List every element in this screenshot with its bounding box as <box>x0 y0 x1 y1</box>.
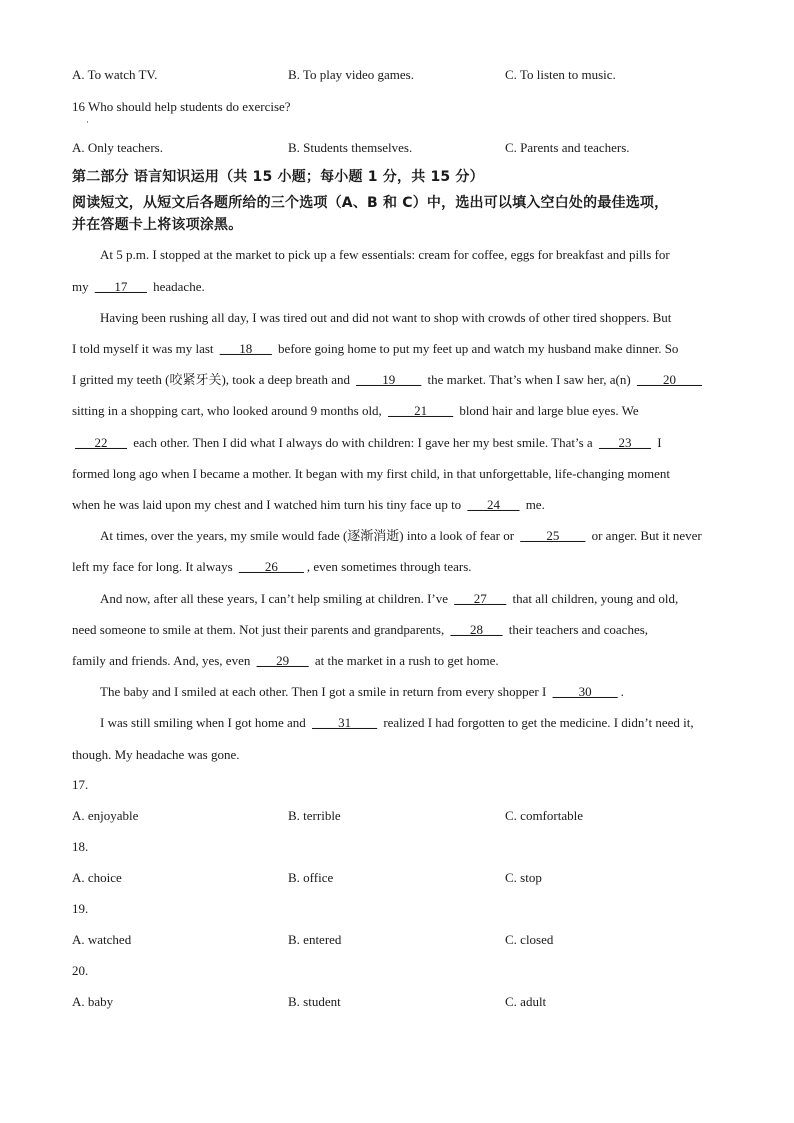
passage-p5-line1 <box>100 682 724 702</box>
q18-options <box>72 870 722 890</box>
text: realized I had forgotten to get the medicine. I didn’t need it, <box>380 715 694 730</box>
q15-option-a[interactable]: A. To watch TV. <box>72 67 158 82</box>
q17-number: 17. <box>72 777 89 792</box>
q19-option-b[interactable]: B. entered <box>288 932 342 947</box>
section2-instruction-2: 并在答题卡上将该项涂黑。 <box>72 217 243 233</box>
text: the market. That’s when I saw her, a(n) <box>424 372 634 387</box>
q18-number: 18. <box>72 839 89 854</box>
passage-p2-line6: formed long ago when I became a mother. It began with my first child, in that unforgettable, life-changing moment <box>72 466 670 481</box>
q15-options <box>72 67 722 87</box>
q17-option-c[interactable]: C. comfortable <box>505 808 583 823</box>
passage-p4-line1 <box>100 589 724 609</box>
q20-option-b[interactable]: B. student <box>288 994 341 1009</box>
text: need someone to smile at them. Not just their parents and grandparents, <box>72 622 448 637</box>
text: The baby and I smiled at each other. Then I got a smile in return from every shopper I <box>100 684 550 699</box>
blank-25: ____25____ <box>520 528 586 543</box>
q16-options <box>72 140 722 160</box>
text: their teachers and coaches, <box>505 622 649 637</box>
text: At times, over the years, my smile would fade (逐渐消逝) into a look of fear or <box>100 528 518 543</box>
section2-title: 第二部分 语言知识运用（共 15 小题；每小题 1 分，共 15 分） <box>72 169 484 185</box>
passage-p3-line1 <box>100 526 724 546</box>
blank-18: ___18___ <box>219 341 272 356</box>
text: at the market in a rush to get home. <box>311 653 499 668</box>
text: family and friends. And, yes, even <box>72 653 254 668</box>
blank-21: ____21____ <box>388 403 454 418</box>
q18-option-b[interactable]: B. office <box>288 870 334 885</box>
blank-30: ____30____ <box>552 684 618 699</box>
passage-p2-line4 <box>72 401 724 421</box>
q17-option-a[interactable]: A. enjoyable <box>72 808 139 823</box>
text: . <box>620 684 624 699</box>
q15-option-b[interactable]: B. To play video games. <box>288 67 414 82</box>
blank-26: ____26____ <box>238 559 304 574</box>
text: And now, after all these years, I can’t help smiling at children. I’ve <box>100 591 452 606</box>
q16-question: 16 Who should help students do exercise? <box>72 99 291 114</box>
text: or anger. But it never <box>588 528 702 543</box>
text: before going home to put my feet up and watch my husband make dinner. So <box>274 341 679 356</box>
text: sitting in a shopping cart, who looked around 9 months old, <box>72 403 386 418</box>
section2-instruction-1: 阅读短文，从短文后各题所给的三个选项（A、B 和 C）中，选出可以填入空白处的最佳选项， <box>72 195 669 211</box>
text: headache. <box>149 279 205 294</box>
text: my <box>72 279 92 294</box>
q16-option-b[interactable]: B. Students themselves. <box>288 140 413 155</box>
q20-option-c[interactable]: C. adult <box>505 994 547 1009</box>
q15-option-c[interactable]: C. To listen to music. <box>505 67 616 82</box>
passage-p2-line2 <box>72 339 724 359</box>
q18-option-c[interactable]: C. stop <box>505 870 542 885</box>
text: I was still smiling when I got home and <box>100 715 310 730</box>
blank-22: ___22___ <box>75 435 127 450</box>
q18-option-a[interactable]: A. choice <box>72 870 122 885</box>
passage-p1-line1: At 5 p.m. I stopped at the market to pick up a few essentials: cream for coffee, eggs for breakfast and pills for <box>100 247 670 262</box>
passage-p2-line1: Having been rushing all day, I was tired out and did not want to shop with crowds of other tired shoppers. But <box>100 310 672 325</box>
blank-24: ___24___ <box>467 497 520 512</box>
passage-p6-line2: though. My headache was gone. <box>72 747 240 762</box>
passage-p3-line2 <box>72 557 724 577</box>
q16-option-c[interactable]: C. Parents and teachers. <box>505 140 630 155</box>
passage-p4-line3 <box>72 651 724 671</box>
q19-options <box>72 932 722 952</box>
blank-27: ___27___ <box>454 591 507 606</box>
blank-20: ____20____ <box>636 372 702 387</box>
q19-number: 19. <box>72 901 89 916</box>
passage-p1-line2 <box>72 277 724 297</box>
q17-option-b[interactable]: B. terrible <box>288 808 341 823</box>
passage-p2-line7 <box>72 495 724 515</box>
text: I gritted my teeth (咬紧牙关), took a deep breath and <box>72 372 354 387</box>
text: blond hair and large blue eyes. We <box>456 403 639 418</box>
text: I told myself it was my last <box>72 341 217 356</box>
q20-number: 20. <box>72 963 89 978</box>
stray-dot: · <box>86 117 89 127</box>
passage-p4-line2 <box>72 620 724 640</box>
q16-option-a[interactable]: A. Only teachers. <box>72 140 163 155</box>
text: when he was laid upon my chest and I watched him turn his tiny face up to <box>72 497 465 512</box>
blank-28: ___28___ <box>450 622 503 637</box>
passage-p6-line1 <box>100 713 724 733</box>
blank-29: ___29___ <box>256 653 309 668</box>
q20-option-a[interactable]: A. baby <box>72 994 114 1009</box>
text: that all children, young and old, <box>509 591 679 606</box>
text: left my face for long. It always <box>72 559 236 574</box>
text: me. <box>522 497 545 512</box>
passage-p2-line5 <box>72 433 724 453</box>
blank-31: ____31____ <box>312 715 378 730</box>
blank-23: ___23___ <box>598 435 651 450</box>
text: each other. Then I did what I always do with children: I gave her my best smile. That’s a <box>130 435 596 450</box>
q19-option-c[interactable]: C. closed <box>505 932 554 947</box>
passage-p2-line3 <box>72 370 724 390</box>
blank-17: ___17___ <box>94 279 147 294</box>
blank-19: ____19____ <box>356 372 422 387</box>
text: , even sometimes through tears. <box>306 559 472 574</box>
q19-option-a[interactable]: A. watched <box>72 932 132 947</box>
q20-options <box>72 994 722 1014</box>
q17-options <box>72 808 722 828</box>
text: I <box>653 435 662 450</box>
